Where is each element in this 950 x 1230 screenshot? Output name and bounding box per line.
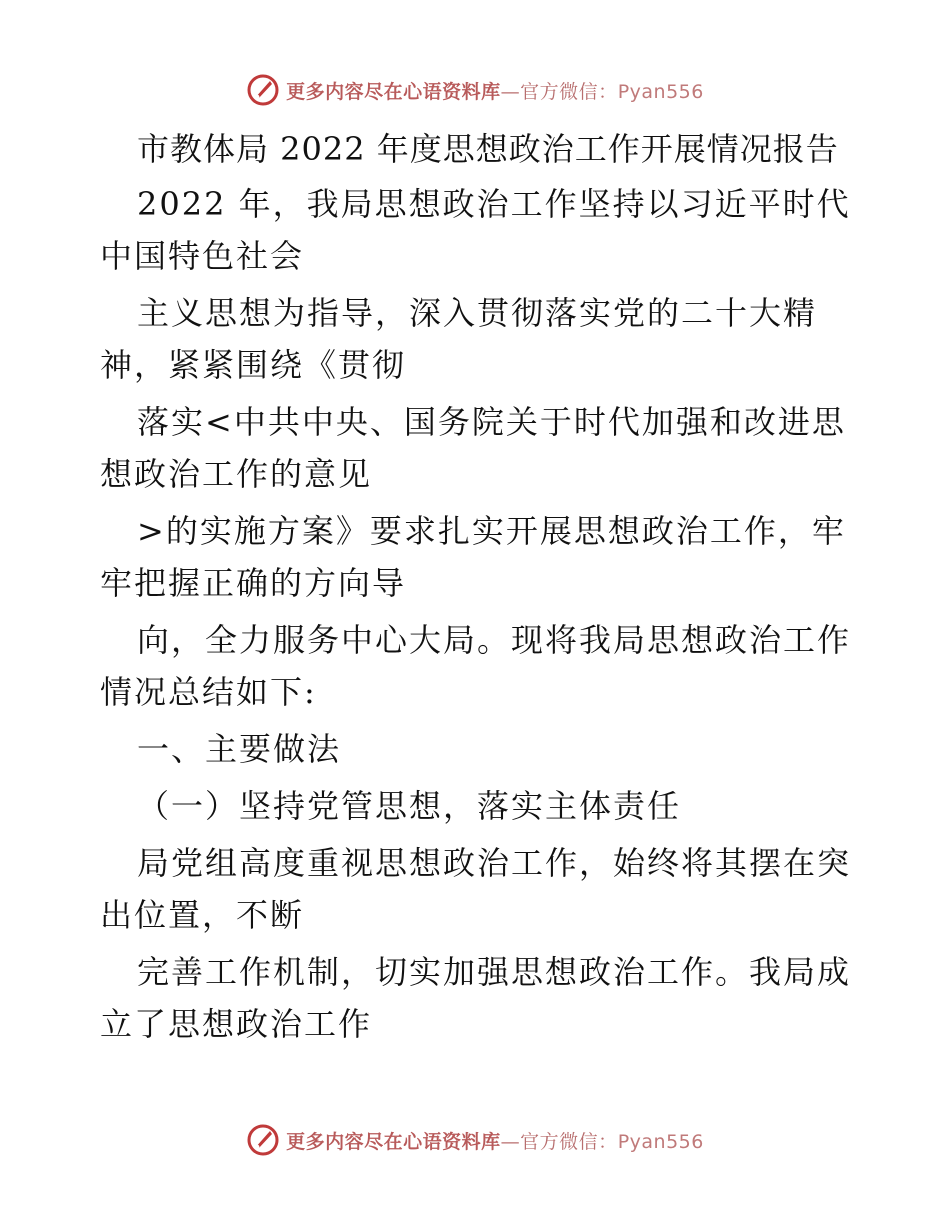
paragraph-line: 主义思想为指导，深入贯彻落实党的二十大精 (137, 294, 818, 332)
watermark-footer (0, 1120, 950, 1160)
watermark-account: Pyan556 (617, 1130, 704, 1153)
watermark-official: 官方微信： (520, 1130, 618, 1153)
watermark-account: Pyan556 (617, 80, 704, 103)
watermark-main: 更多内容尽在心语资料库 (286, 80, 501, 103)
subsection-heading: （一）坚持党管思想，落实主体责任 (137, 787, 682, 825)
paragraph-line: >的实施方案》要求扎实开展思想政治工作，牢 (137, 512, 846, 550)
paragraph-line: 局党组高度重视思想政治工作，始终将其摆在突 (137, 844, 852, 882)
watermark-text (286, 77, 704, 104)
paragraph-line: 中国特色社会 (100, 237, 305, 275)
watermark-header (0, 70, 950, 110)
watermark-main: 更多内容尽在心语资料库 (286, 1130, 501, 1153)
paragraph-line: 想政治工作的意见 (100, 455, 373, 493)
quill-logo-icon (246, 73, 280, 107)
paragraph-line: 情况总结如下: (100, 673, 317, 711)
paragraph-line: 立了思想政治工作 (100, 1005, 373, 1043)
paragraph-line: 完善工作机制，切实加强思想政治工作。我局成 (137, 953, 852, 991)
paragraph-line: 神，紧紧围绕《贯彻 (100, 346, 407, 384)
paragraph-line: 牢把握正确的方向导 (100, 564, 407, 602)
paragraph-line: 出位置，不断 (100, 896, 305, 934)
paragraph-line: 落实<中共中央、国务院关于时代加强和改进思 (137, 403, 846, 441)
watermark-official: 官方微信： (520, 80, 618, 103)
watermark-dash: — (500, 1130, 521, 1153)
document-body (100, 122, 860, 1043)
document-title: 市教体局 2022 年度思想政治工作开展情况报告 (137, 130, 839, 168)
watermark-text (286, 1127, 704, 1154)
quill-logo-icon (246, 1123, 280, 1157)
watermark-dash: — (500, 80, 521, 103)
section-heading: 一、主要做法 (137, 730, 342, 768)
paragraph-line: 向，全力服务中心大局。现将我局思想政治工作 (137, 621, 852, 659)
paragraph-line: 2022 年，我局思想政治工作坚持以习近平时代 (137, 185, 851, 223)
